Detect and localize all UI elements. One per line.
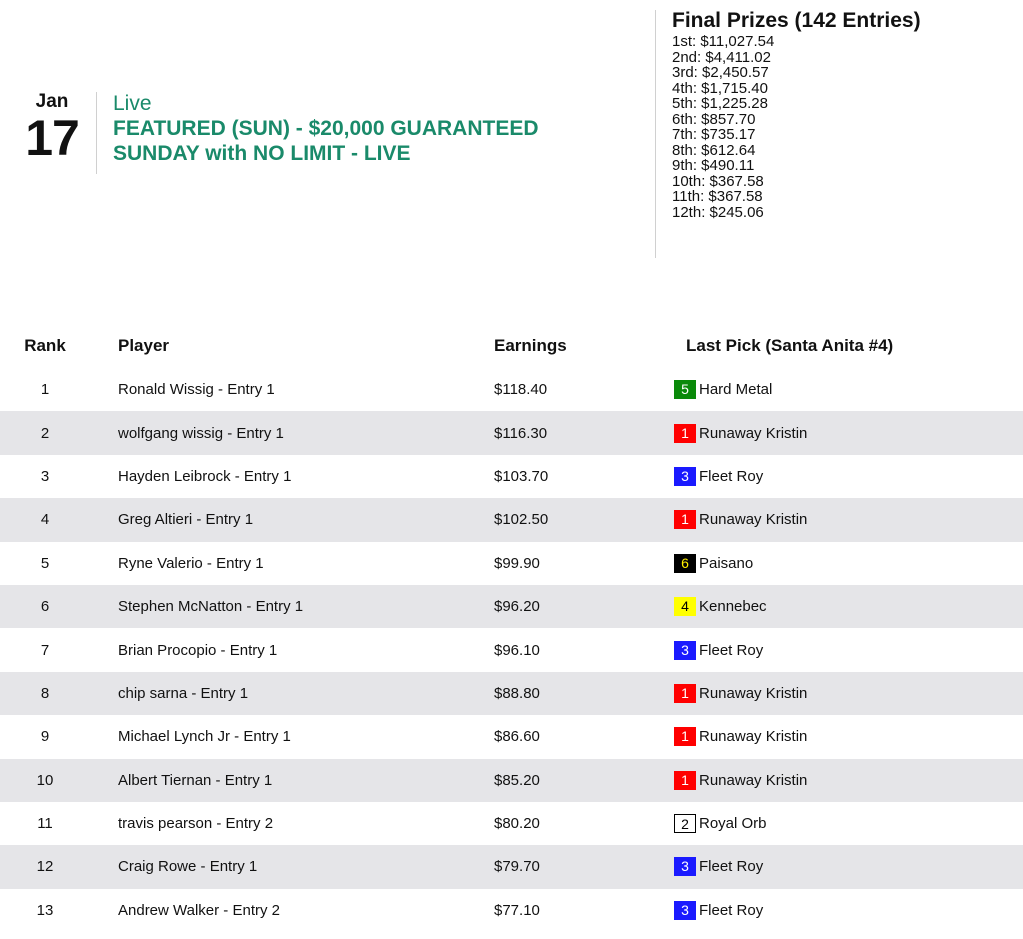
last-pick [674,380,772,399]
last-pick [674,597,767,616]
post-position-badge: 4 [674,597,696,616]
player-cell: chip sarna - Entry 1 [118,684,249,702]
earnings-cell: $86.60 [494,728,540,746]
last-pick-cell [644,498,1023,541]
rank-cell: 10 [36,771,54,789]
last-pick [674,901,763,920]
last-pick-cell [644,411,1023,454]
player-cell: Craig Rowe - Entry 1 [118,858,258,876]
post-position-badge: 1 [674,684,696,703]
rank-cell: 13 [36,901,54,919]
event-info [113,92,633,166]
event-month: Jan [35,91,69,112]
post-position-badge: 1 [674,771,696,790]
table-row [0,455,1023,498]
rank-cell: 2 [40,424,50,442]
last-pick [674,771,807,790]
post-position-badge: 6 [674,554,696,573]
horse-name: Fleet Roy [699,858,764,876]
table-row [0,802,1023,845]
last-pick-cell [644,845,1023,888]
last-pick-column-header: Last Pick (Santa Anita #4) [686,336,894,355]
earnings-cell: $77.10 [494,901,540,919]
earnings-cell: $103.70 [494,467,549,485]
prize-item: 6th: $857.70 [672,110,756,128]
player-cell: Michael Lynch Jr - Entry 1 [118,728,291,746]
last-pick [674,554,753,573]
player-cell: Ryne Valerio - Entry 1 [118,554,264,572]
rank-cell: 7 [40,641,50,659]
earnings-cell: $88.80 [494,684,540,702]
player-cell: Andrew Walker - Entry 2 [118,901,280,919]
table-row [0,628,1023,671]
horse-name: Runaway Kristin [699,728,808,746]
post-position-badge: 3 [674,857,696,876]
horse-name: Fleet Roy [699,901,764,919]
table-row [0,889,1023,932]
horse-name: Kennebec [699,598,767,616]
table-row [0,759,1023,802]
earnings-cell: $102.50 [494,511,549,529]
table-row [0,411,1023,454]
prize-item: 5th: $1,225.28 [672,95,768,112]
player-cell: wolfgang wissig - Entry 1 [118,424,284,442]
earnings-cell: $79.70 [494,858,540,876]
post-position-badge: 1 [674,424,696,443]
player-cell: Stephen McNatton - Entry 1 [118,598,304,616]
table-header-row [0,324,1023,368]
table-row [0,498,1023,541]
horse-name: Hard Metal [699,381,773,399]
last-pick [674,727,807,746]
prize-item: 8th: $612.64 [672,141,756,159]
horse-name: Fleet Roy [699,641,764,659]
standings-body [0,368,1023,932]
player-cell: Hayden Leibrock - Entry 1 [118,467,292,485]
last-pick-cell [644,889,1023,932]
earnings-cell: $116.30 [494,424,548,442]
event-day: 17 [25,110,79,166]
horse-name: Runaway Kristin [699,684,808,702]
rank-cell: 9 [40,728,50,746]
last-pick [674,510,807,529]
horse-name: Royal Orb [699,815,767,833]
last-pick-cell [644,672,1023,715]
final-prizes-title: Final Prizes (142 Entries) [672,9,921,32]
last-pick [674,814,767,833]
rank-cell: 6 [40,598,50,616]
earnings-cell: $85.20 [494,771,540,789]
earnings-cell: $118.40 [494,381,548,399]
header-divider [96,92,97,174]
post-position-badge: 3 [674,901,696,920]
rank-column-header: Rank [24,336,66,355]
last-pick-cell [644,368,1023,411]
last-pick-cell [644,802,1023,845]
horse-name: Fleet Roy [699,467,764,485]
horse-name: Runaway Kristin [699,424,808,442]
post-position-badge: 5 [674,380,696,399]
last-pick-cell [644,455,1023,498]
last-pick [674,857,763,876]
last-pick [674,684,807,703]
standings-table [0,324,1023,932]
last-pick-cell [644,542,1023,585]
prize-item: 11th: $367.58 [672,188,763,205]
player-cell: travis pearson - Entry 2 [118,815,274,833]
event-title-line-1: FEATURED (SUN) - $20,000 GUARANTEED [113,117,539,140]
prize-item: 7th: $735.17 [672,126,756,143]
table-row [0,368,1023,411]
post-position-badge: 1 [674,727,696,746]
rank-cell: 8 [40,684,50,702]
prize-item: 4th: $1,715.40 [672,79,768,97]
earnings-cell: $80.20 [494,815,540,833]
post-position-badge: 1 [674,510,696,529]
rank-cell: 1 [40,381,50,399]
table-row [0,845,1023,888]
last-pick [674,467,763,486]
player-cell: Brian Procopio - Entry 1 [118,641,278,659]
prize-item: 1st: $11,027.54 [672,33,775,50]
post-position-badge: 3 [674,641,696,660]
prize-item: 10th: $367.58 [672,172,764,190]
prizes-divider [655,10,656,258]
earnings-cell: $96.10 [494,641,540,659]
last-pick-cell [644,715,1023,758]
horse-name: Runaway Kristin [699,771,808,789]
prize-item: 3rd: $2,450.57 [672,64,769,81]
last-pick [674,641,763,660]
final-prizes-panel [672,8,1017,220]
rank-cell: 11 [37,815,53,833]
post-position-badge: 3 [674,467,696,486]
table-row [0,542,1023,585]
event-status: Live [113,92,152,115]
table-row [0,585,1023,628]
prize-item: 12th: $245.06 [672,203,764,221]
rank-cell: 5 [40,554,50,572]
player-cell: Ronald Wissig - Entry 1 [118,381,275,399]
earnings-cell: $96.20 [494,598,540,616]
prize-list [672,34,1017,220]
prize-item: 2nd: $4,411.02 [672,48,771,66]
table-row [0,672,1023,715]
rank-cell: 4 [40,511,50,529]
player-cell: Greg Altieri - Entry 1 [118,511,254,529]
event-title-line-2: SUNDAY with NO LIMIT - LIVE [113,142,411,165]
last-pick-cell [644,585,1023,628]
last-pick-cell [644,628,1023,671]
earnings-column-header: Earnings [494,336,567,355]
rank-cell: 12 [36,858,54,876]
earnings-cell: $99.90 [494,554,540,572]
table-row [0,715,1023,758]
rank-cell: 3 [40,467,50,485]
last-pick-cell [644,759,1023,802]
last-pick [674,424,807,443]
prize-item: 9th: $490.11 [672,157,755,174]
horse-name: Paisano [699,554,754,572]
event-date [20,92,84,164]
player-cell: Albert Tiernan - Entry 1 [118,771,273,789]
horse-name: Runaway Kristin [699,511,808,529]
post-position-badge: 2 [674,814,696,833]
player-column-header: Player [118,336,170,355]
